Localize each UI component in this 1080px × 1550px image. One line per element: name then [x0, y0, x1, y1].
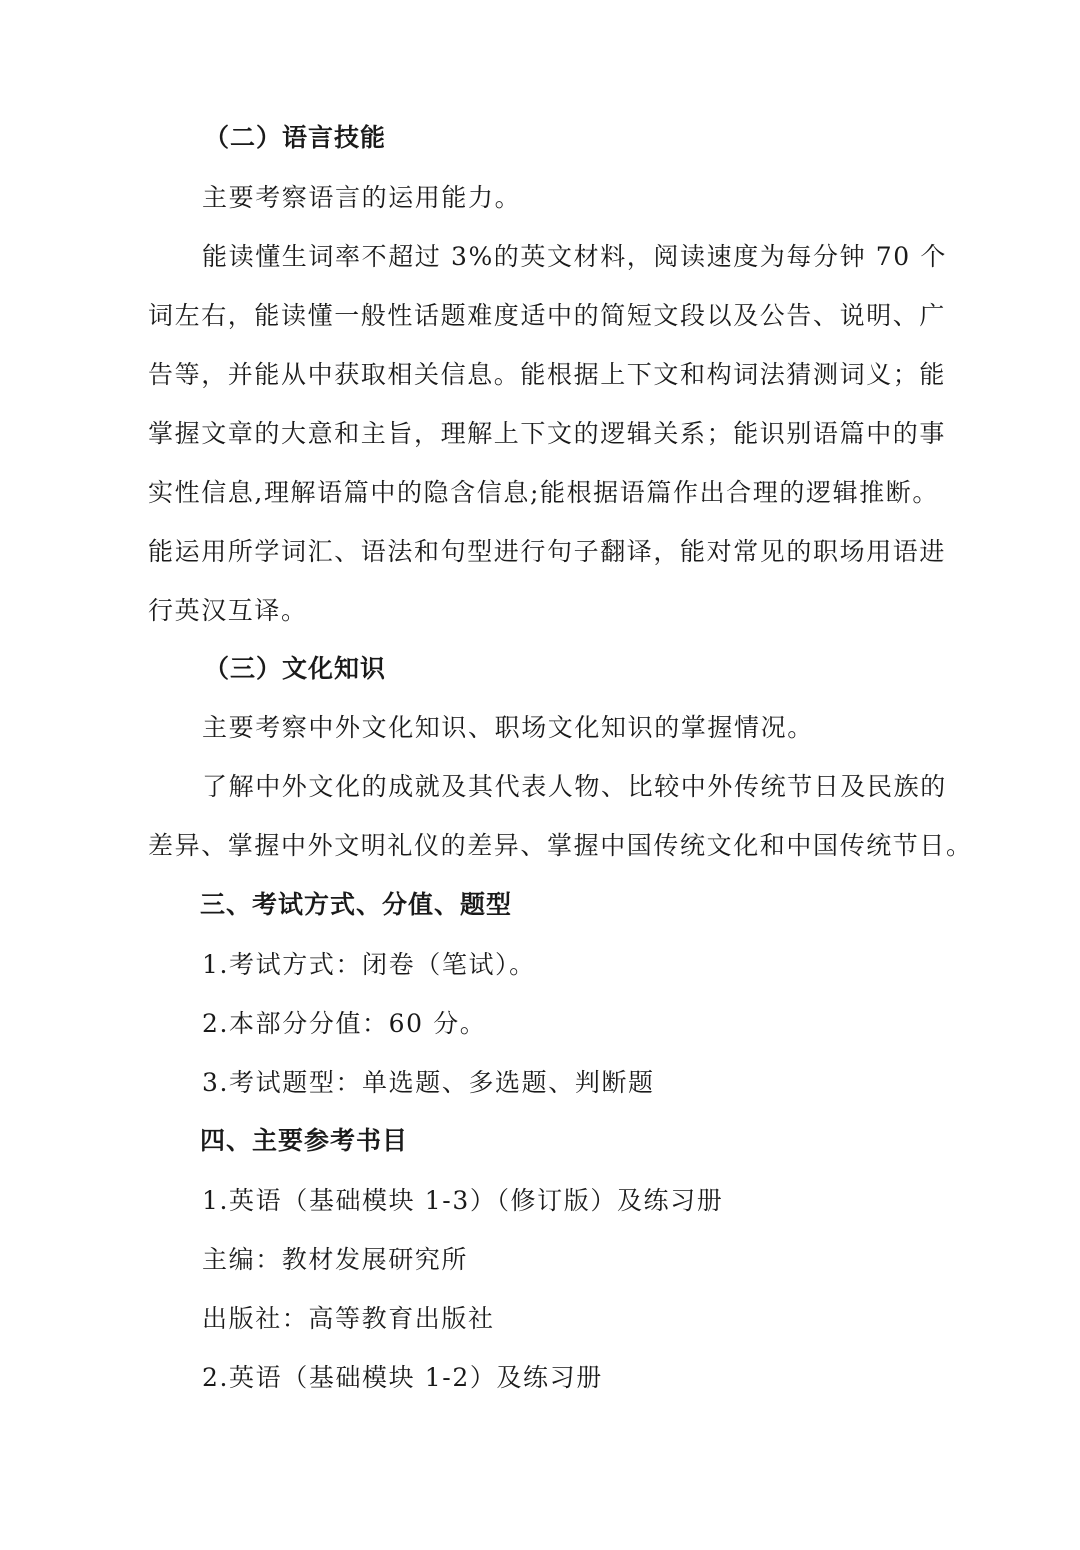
paragraph-line: 告等，并能从中获取相关信息。能根据上下文和构词法猜测词义；能	[148, 360, 947, 389]
list-item: 1.英语（基础模块 1-3）（修订版）及练习册	[202, 1186, 724, 1215]
paragraph-intro: 主要考察语言的运用能力。	[202, 183, 522, 212]
heading-reference-books: 四、主要参考书目	[200, 1126, 409, 1155]
list-item: 出版社：高等教育出版社	[202, 1304, 495, 1333]
paragraph-line: 能运用所学词汇、语法和句型进行句子翻译，能对常见的职场用语进	[148, 537, 947, 566]
heading-exam-format: 三、考试方式、分值、题型	[200, 890, 513, 919]
paragraph-line: 行英汉互译。	[148, 596, 308, 625]
paragraph-line: 了解中外文化的成就及其代表人物、比较中外传统节日及民族的	[202, 772, 947, 801]
paragraph-line: 能读懂生词率不超过 3%的英文材料，阅读速度为每分钟 70 个	[202, 242, 947, 271]
list-item: 1.考试方式：闭卷（笔试）。	[202, 950, 536, 979]
paragraph-line: 差异、掌握中外文明礼仪的差异、掌握中国传统文化和中国传统节日。	[148, 831, 973, 860]
list-item: 2.本部分分值：60 分。	[202, 1009, 487, 1038]
list-item: 2.英语（基础模块 1-2）及练习册	[202, 1363, 603, 1392]
paragraph-intro: 主要考察中外文化知识、职场文化知识的掌握情况。	[202, 713, 814, 742]
section-heading-language-skills: （二）语言技能	[204, 123, 387, 152]
list-item: 3.考试题型：单选题、多选题、判断题	[202, 1068, 655, 1097]
paragraph-line: 词左右，能读懂一般性话题难度适中的简短文段以及公告、说明、广	[148, 301, 947, 330]
paragraph-line: 实性信息,理解语篇中的隐含信息;能根据语篇作出合理的逻辑推断。	[148, 478, 939, 507]
section-heading-culture: （三）文化知识	[204, 654, 387, 683]
list-item: 主编：教材发展研究所	[202, 1245, 469, 1274]
paragraph-line: 掌握文章的大意和主旨，理解上下文的逻辑关系；能识别语篇中的事	[148, 419, 947, 448]
